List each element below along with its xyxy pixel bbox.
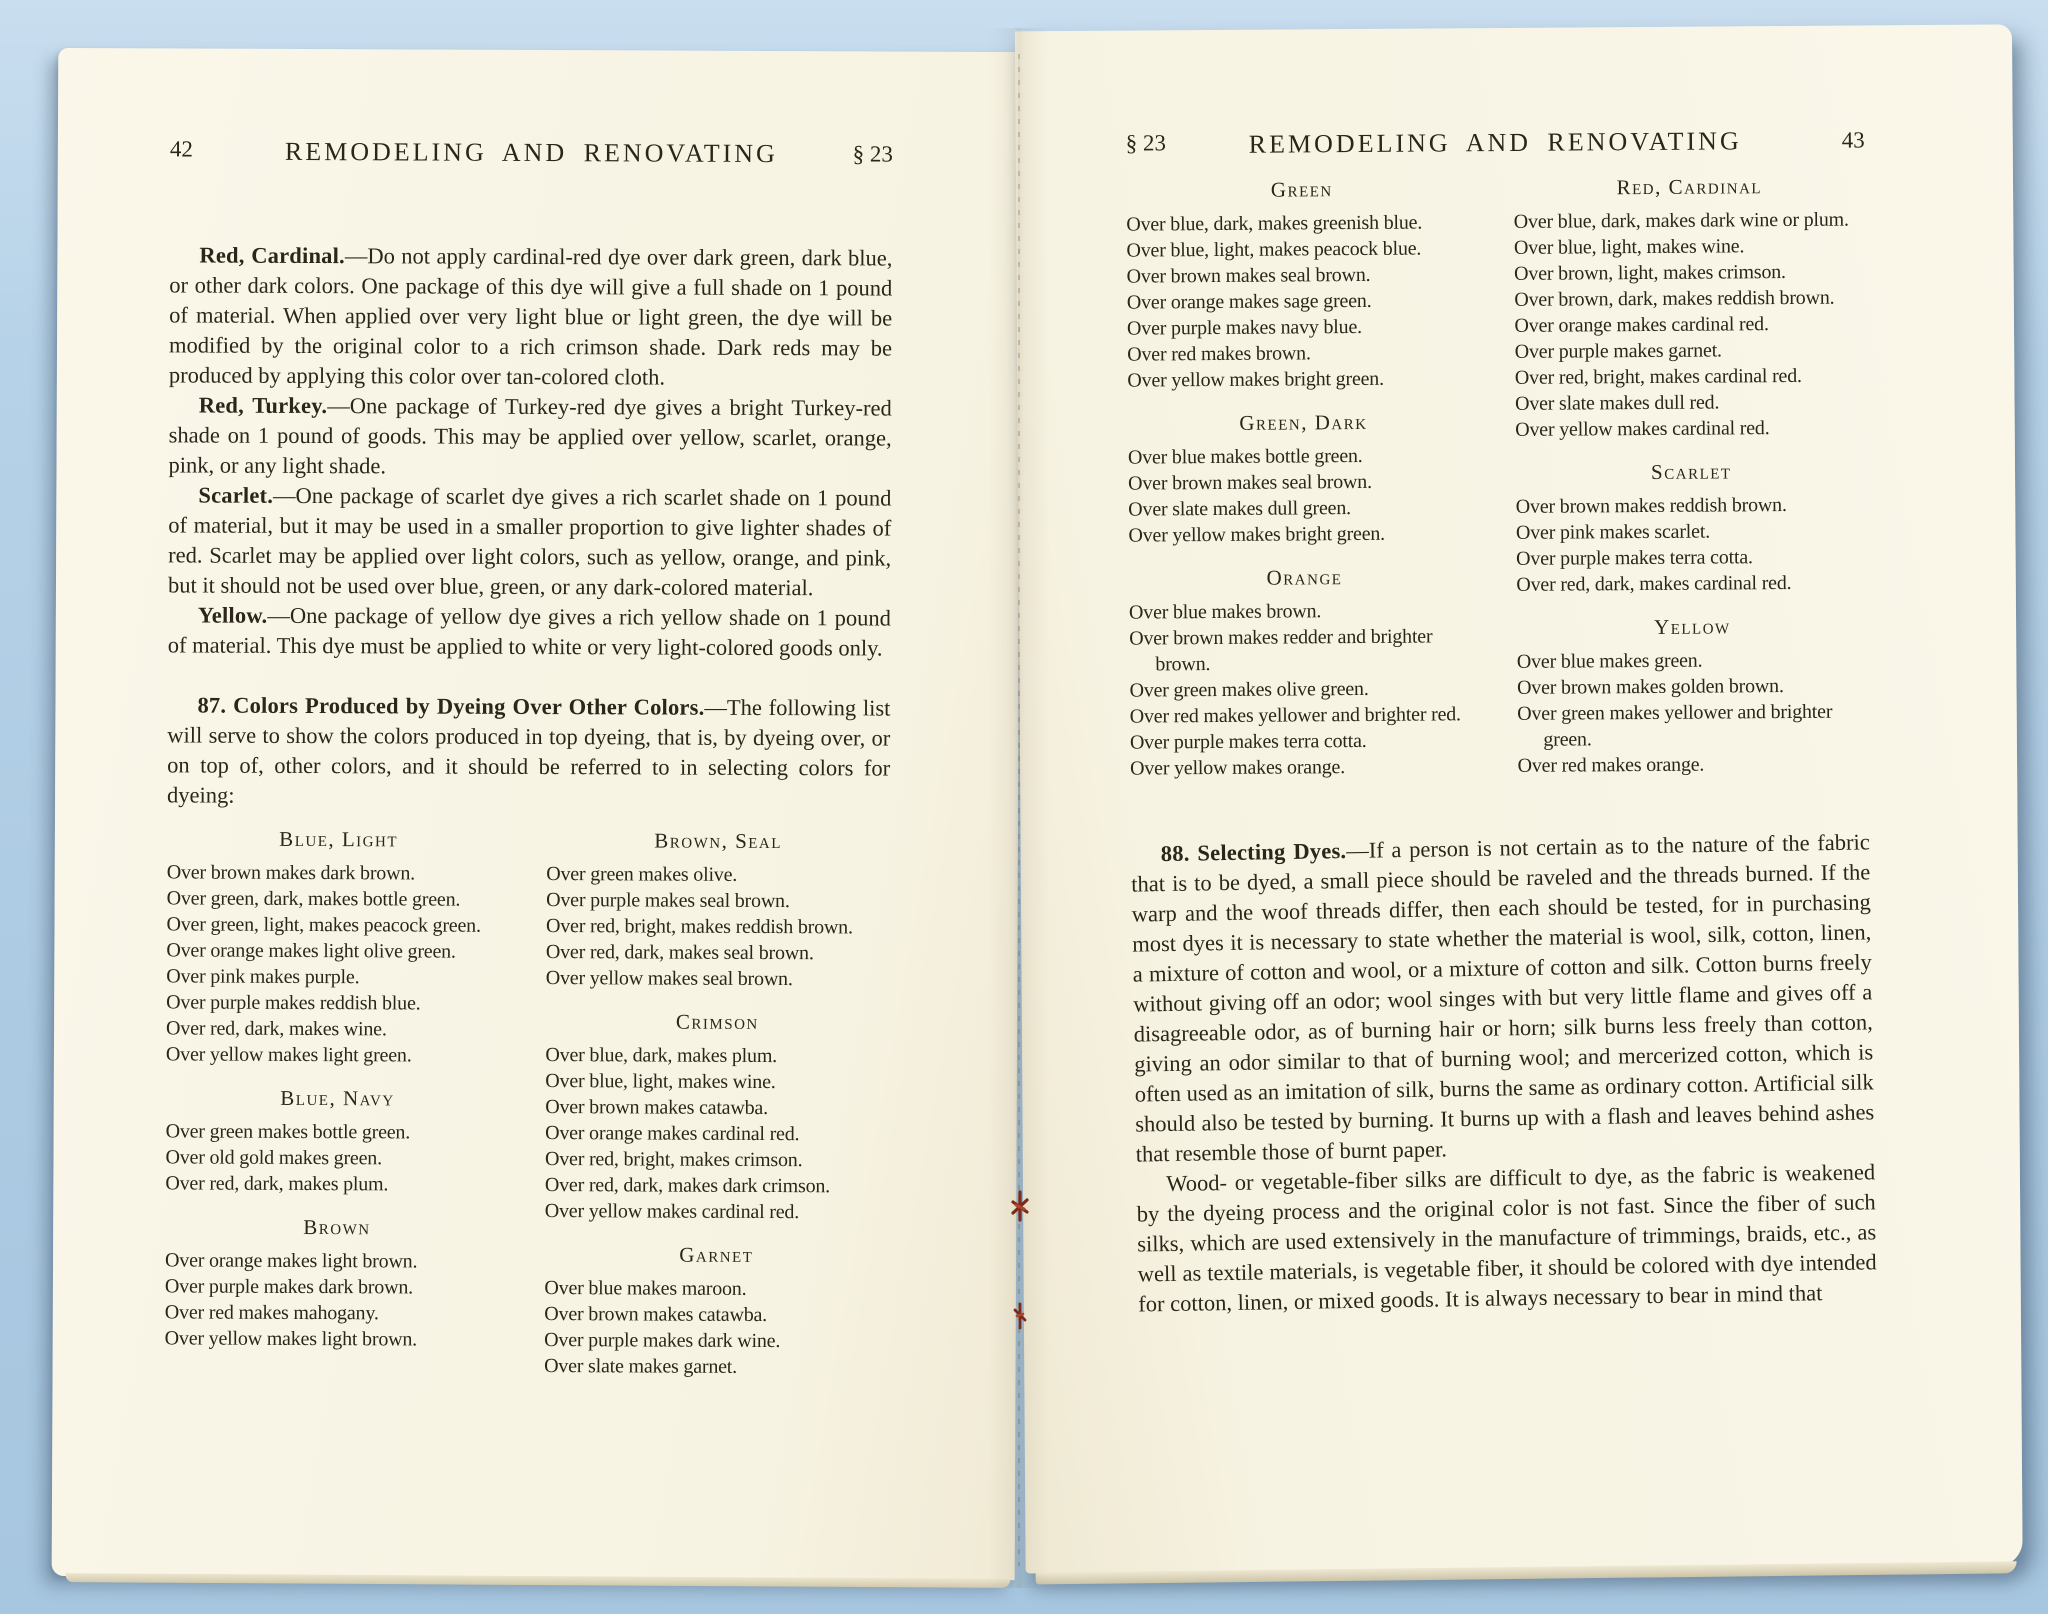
running-title-right: REMODELING AND RENOVATING xyxy=(1248,126,1742,159)
dye-result-item: Over yellow makes cardinal red. xyxy=(1515,417,1770,441)
right-page-paragraphs xyxy=(1131,827,1878,1319)
color-group-heading: Blue, Light xyxy=(279,826,399,852)
open-book xyxy=(50,28,2013,1588)
dye-result-item: Over red, dark, makes cardinal red. xyxy=(1516,571,1792,596)
dye-result-item: Over purple makes navy blue. xyxy=(1126,315,1362,340)
dye-result-item: Over purple makes reddish blue. xyxy=(166,991,421,1015)
paragraph: 87. Colors Produced by Dyeing Over Other Colors.—The following list will serve to show the colors produced in top dyeing, that is, by dyeing over, or on top of, other colors, and it should be referred to in selecting colors for dyeing: xyxy=(167,692,891,808)
dye-result-item: Over purple makes dark wine. xyxy=(544,1329,781,1353)
dye-result-item: Over orange makes light olive green. xyxy=(166,939,456,963)
color-group-heading: Brown, Seal xyxy=(654,828,783,854)
dye-result-item: Over green makes bottle green. xyxy=(165,1120,411,1144)
dye-result-item: Over red, bright, makes cardinal red. xyxy=(1514,364,1802,389)
dye-result-item: Over blue makes bottle green. xyxy=(1127,444,1363,469)
page-left xyxy=(52,48,1022,1580)
color-group-heading: Blue, Navy xyxy=(280,1085,395,1111)
paragraph-lead: 87. Colors Produced by Dyeing Over Other Colors. xyxy=(197,692,705,720)
paragraph: 88. Selecting Dyes.—If a person is not certain as to the nature of the fabric that is to be dyed, a small piece should be raveled and the threads burned. If the warp and the woof threads differ, then each should be tested, for in purchasing most dyes it is necessary to state whether the material is wool, silk, cotton, linen, a mixture of cotton and wool, or a mixture of cotton and silk. Cotton burns freely without giving off an odor; wool singes with but very little flame and gives off a disagreeable odor, as of burning hair or horn; silk burns less freely than cotton, giving an odor similar to that of burning wool; and mercerized cotton, which is often used as an imitation of silk, burns the same as ordinary cotton. Artificial silk should also be tested by burning. It burns up with a flash and leaves behind ashes that resemble those of burnt paper. xyxy=(1131,829,1875,1167)
dye-result-item: Over brown, light, makes crimson. xyxy=(1514,261,1786,285)
dye-result-item: Over red, dark, makes plum. xyxy=(165,1172,389,1196)
binding-stitches-icon xyxy=(1006,1186,1034,1356)
running-title-left: REMODELING AND RENOVATING xyxy=(284,136,778,169)
dye-result-item: Over brown, dark, makes reddish brown. xyxy=(1514,286,1835,311)
dye-result-item: Over brown makes reddish brown. xyxy=(1515,494,1787,518)
paragraph-lead: Red, Cardinal. xyxy=(199,242,345,269)
dye-result-item: Over brown makes seal brown. xyxy=(1128,470,1372,495)
color-list-column xyxy=(1126,176,1482,781)
color-group-heading: Red, Cardinal xyxy=(1616,174,1763,200)
dye-result-item: Over yellow makes light green. xyxy=(165,1043,412,1067)
page-number-left: 42 xyxy=(169,136,193,162)
dye-result-item: Over purple makes seal brown. xyxy=(546,889,790,913)
color-list-column xyxy=(544,828,890,1380)
dye-result-item: Over blue, dark, makes dark wine or plum. xyxy=(1513,208,1849,233)
section-ref-left: § 23 xyxy=(852,141,893,167)
paragraph: Red, Cardinal.—Do not apply cardinal-red dye over dark green, dark blue, or other dark colors. One package of this dye will give a full shade on 1 pound of material. When applied over very light blue or light green, the dye will be modified by the original color to a rich crimson shade. Dark reds may be produced by applying this color over tan-colored cloth. xyxy=(168,242,893,390)
paragraph: Wood- or vegetable-fiber silks are difficult to dye, as the fabric is weakened by the dyeing process and the original color is not fast. Since the fiber of such silks, which are used extensively in the manufacture of trimmings, braids, etc., as well as textile materials, is vegetable fiber, it should be colored with dye intended for cotton, linen, or mixed goods. It is always necessary to bear in mind that xyxy=(1136,1159,1877,1317)
section-ref-right: § 23 xyxy=(1125,130,1167,156)
page-left-header xyxy=(170,136,893,173)
dye-result-item: Over brown makes redder and brighter brown. xyxy=(1129,625,1433,676)
dye-result-item: Over red makes yellower and brighter red. xyxy=(1129,703,1461,728)
dye-result-item: Over yellow makes cardinal red. xyxy=(544,1200,800,1224)
dye-result-item: Over slate makes dull green. xyxy=(1128,497,1351,521)
dye-result-item: Over orange makes sage green. xyxy=(1126,289,1372,314)
dye-result-item: Over pink makes purple. xyxy=(166,965,360,989)
page-number-right: 43 xyxy=(1841,127,1865,153)
dye-result-item: Over green makes yellower and brighter green. xyxy=(1517,700,1833,751)
dye-result-item: Over orange makes cardinal red. xyxy=(545,1122,800,1146)
dye-result-item: Over yellow makes bright green. xyxy=(1128,522,1386,547)
paragraph: Scarlet.—One package of scarlet dye gives a rich scarlet shade on 1 pound of material, but it may be used in a smaller proportion to give lighter shades of red. Scarlet may be applied over light colors, such as yellow, orange, and pink, but it should not be used over blue, green, or any dark-colored material. xyxy=(167,482,892,601)
dye-result-item: Over blue makes brown. xyxy=(1128,600,1322,624)
dye-result-item: Over orange makes light brown. xyxy=(165,1249,418,1273)
dye-result-item: Over blue, light, makes wine. xyxy=(1513,235,1745,259)
dye-result-item: Over green, dark, makes bottle green. xyxy=(166,887,461,911)
paragraph: Red, Turkey.—One package of Turkey-red dye gives a bright Turkey-red shade on 1 pound of goods. This may be applied over yellow, scarlet, orange, pink, or any light shade. xyxy=(168,392,892,479)
color-group-heading: Brown xyxy=(303,1214,371,1240)
dye-result-item: Over purple makes garnet. xyxy=(1514,339,1722,363)
paragraph-lead: Scarlet. xyxy=(198,482,274,508)
right-page-color-lists xyxy=(1126,173,1869,781)
dye-result-item: Over red, bright, makes reddish brown. xyxy=(545,915,853,939)
dye-result-item: Over red, dark, makes wine. xyxy=(166,1017,387,1041)
page-right-header xyxy=(1126,125,1865,164)
color-group-heading: Scarlet xyxy=(1650,459,1732,484)
dye-result-item: Over blue, light, makes wine. xyxy=(545,1070,776,1094)
dye-result-item: Over green, light, makes peacock green. xyxy=(166,913,481,937)
paragraph-lead: Yellow. xyxy=(197,602,268,628)
dye-result-item: Over red, dark, makes seal brown. xyxy=(545,941,814,965)
color-group-heading: Crimson xyxy=(675,1009,759,1034)
page-right xyxy=(1015,24,2023,1573)
dye-result-item: Over brown makes golden brown. xyxy=(1516,675,1784,699)
dye-result-item: Over pink makes scarlet. xyxy=(1515,520,1711,544)
color-group-heading: Green, Dark xyxy=(1239,409,1368,435)
left-page-paragraphs xyxy=(167,240,892,813)
paragraph-lead: Red, Turkey. xyxy=(198,392,328,419)
dye-result-item: Over purple makes terra cotta. xyxy=(1516,546,1753,570)
dye-result-item: Over green makes olive. xyxy=(546,863,738,886)
color-list-column xyxy=(165,826,511,1378)
color-group-heading: Garnet xyxy=(679,1242,754,1267)
color-group-heading: Green xyxy=(1270,177,1333,202)
dye-result-item: Over yellow makes bright green. xyxy=(1127,367,1384,392)
dye-result-item: Over green makes olive green. xyxy=(1129,677,1369,702)
dye-result-item: Over yellow makes seal brown. xyxy=(545,967,793,991)
dye-result-item: Over brown makes dark brown. xyxy=(166,861,416,885)
dye-result-item: Over slate makes dull red. xyxy=(1514,391,1720,415)
dye-result-item: Over blue, dark, makes greenish blue. xyxy=(1126,211,1423,236)
dye-result-item: Over yellow makes orange. xyxy=(1130,756,1346,780)
dye-result-item: Over blue, light, makes peacock blue. xyxy=(1126,237,1422,262)
dye-result-item: Over orange makes cardinal red. xyxy=(1514,313,1769,337)
dye-result-item: Over brown makes catawba. xyxy=(545,1096,768,1120)
dye-result-item: Over blue makes maroon. xyxy=(544,1277,747,1300)
dye-result-item: Over red makes mahogany. xyxy=(164,1301,379,1325)
dye-result-item: Over yellow makes light brown. xyxy=(164,1327,418,1351)
dye-result-item: Over red makes orange. xyxy=(1517,753,1705,777)
dye-result-item: Over brown makes catawba. xyxy=(544,1303,768,1327)
dye-result-item: Over old gold makes green. xyxy=(165,1146,382,1170)
color-group-heading: Orange xyxy=(1266,565,1343,590)
color-list-column xyxy=(1513,173,1869,778)
page-left-content xyxy=(52,48,1022,1580)
dye-result-item: Over slate makes garnet. xyxy=(544,1355,738,1378)
dye-result-item: Over brown makes seal brown. xyxy=(1126,263,1371,288)
color-group-heading: Yellow xyxy=(1653,614,1731,639)
dye-result-item: Over purple makes dark brown. xyxy=(164,1275,413,1299)
dye-result-item: Over blue, dark, makes plum. xyxy=(545,1044,778,1068)
paragraph: Yellow.—One package of yellow dye gives a rich yellow shade on 1 pound of material. This dye must be applied to white or very light-colored goods only. xyxy=(167,602,891,661)
paragraph-lead: 88. Selecting Dyes. xyxy=(1160,838,1347,867)
page-right-content xyxy=(1015,24,2023,1573)
dye-result-item: Over red makes brown. xyxy=(1127,342,1311,366)
dye-result-item: Over red, dark, makes dark crimson. xyxy=(544,1174,831,1198)
dye-result-item: Over blue makes green. xyxy=(1516,649,1703,673)
left-page-color-lists xyxy=(165,826,890,1380)
dye-result-item: Over purple makes terra cotta. xyxy=(1129,729,1367,754)
dye-result-item: Over red, bright, makes crimson. xyxy=(544,1148,803,1172)
